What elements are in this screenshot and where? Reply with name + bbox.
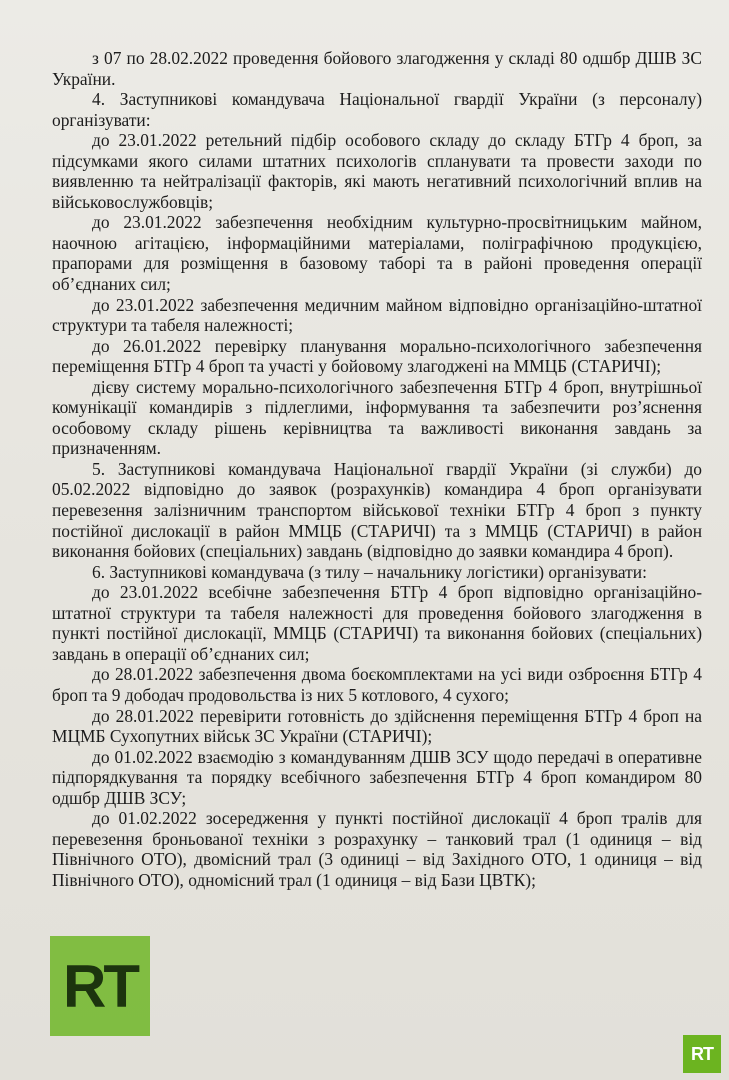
paragraph-6: до 26.01.2022 перевірку планування морально-психологічного забезпечення переміщення БТГр 4 броп та участі у бойовому злагоджені на ММЦБ (СТАРИЧІ);	[52, 335, 702, 377]
paragraph-5: до 23.01.2022 забезпечення медичним майном відповідно організаційно-штатної структури та табеля належності;	[52, 294, 702, 336]
paragraph-3: до 23.01.2022 ретельний підбір особового складу до складу БТГр 4 броп, за підсумками якого силами штатних психологів спланувати та провести заходи по виявленню та нейтралізації факторів, які мають негативний психологічний вплив на військовослужбовців;	[52, 130, 702, 212]
rt-corner-logo-text: RT	[691, 1043, 713, 1064]
paragraph-10: до 23.01.2022 всебічне забезпечення БТГр 4 броп відповідно організаційно-штатної структури та табеля належності для проведення бойового злагодження в пункті постійної дислокації, ММЦБ (СТАРИЧІ) та виконання бойових (спеціальних) завдань в операції об’єднаних сил;	[52, 582, 702, 664]
paragraph-4: до 23.01.2022 забезпечення необхідним культурно-просвітницьким майном, наочною агітацією, інформаційними матеріалами, поліграфічною продукцією, прапорами для розміщення в базовому таборі та в районі проведення операції об’єднаних сил;	[52, 212, 702, 295]
document-body	[52, 48, 702, 890]
rt-corner-logo-icon	[683, 1035, 721, 1073]
paragraph-13: до 01.02.2022 взаємодію з командуванням ДШВ ЗСУ щодо передачі в оперативне підпорядкування та порядку всебічного забезпечення БТГр 4 броп командиром 80 одшбр ДШВ ЗСУ;	[52, 746, 702, 808]
paragraph-8: 5. Заступникові командувача Національної гвардії України (зі служби) до 05.02.2022 відповідно до заявок (розрахунків) командира 4 броп організувати перевезення залізничним транспортом військової техніки БТГр 4 броп з пункту постійної дислокації в район ММЦБ (СТАРИЧІ) та з ММЦБ (СТАРИЧІ) в район виконання бойових (спеціальних) завдань (відповідно до заявки командира 4 броп).	[52, 458, 702, 562]
paragraph-2: 4. Заступникові командувача Національної гвардії України (з персоналу) організувати:	[52, 89, 702, 130]
paragraph-9: 6. Заступникові командувача (з тилу – начальнику логістики) організувати:	[92, 561, 647, 582]
rt-watermark-logo-icon	[50, 936, 150, 1036]
paragraph-14: до 01.02.2022 зосередження у пункті постійної дислокації 4 броп тралів для перевезення броньованої техніки з розрахунку – танковий трал (1 одиниця – від Північного ОТО), двомісний трал (3 одиниці – від Західного ОТО, 1 одиниця – від Північного ОТО), одномісний трал (1 одиниця – від Бази ЦВТК);	[52, 808, 702, 890]
paragraph-12: до 28.01.2022 перевірити готовність до здійснення переміщення БТГр 4 броп на МЦМБ Сухопутних військ ЗС України (СТАРИЧІ);	[52, 705, 702, 747]
paragraph-11: до 28.01.2022 забезпечення двома боєкомплектами на усі види озброєння БТГр 4 броп та 9 дободач продовольства із них 5 котлового, 4 сухого;	[52, 664, 702, 705]
paragraph-7: дієву систему морально-психологічного забезпечення БТГр 4 броп, внутрішньої комунікації командирів з підлеглими, інформування та забезпечити роз’яснення особовому складу рішень керівництва та важливості виконання завдань за призначенням.	[52, 376, 702, 459]
rt-watermark-text: RT	[63, 952, 137, 1020]
paragraph-1: з 07 по 28.02.2022 проведення бойового злагодження у складі 80 одшбр ДШВ ЗС України.	[52, 48, 702, 89]
